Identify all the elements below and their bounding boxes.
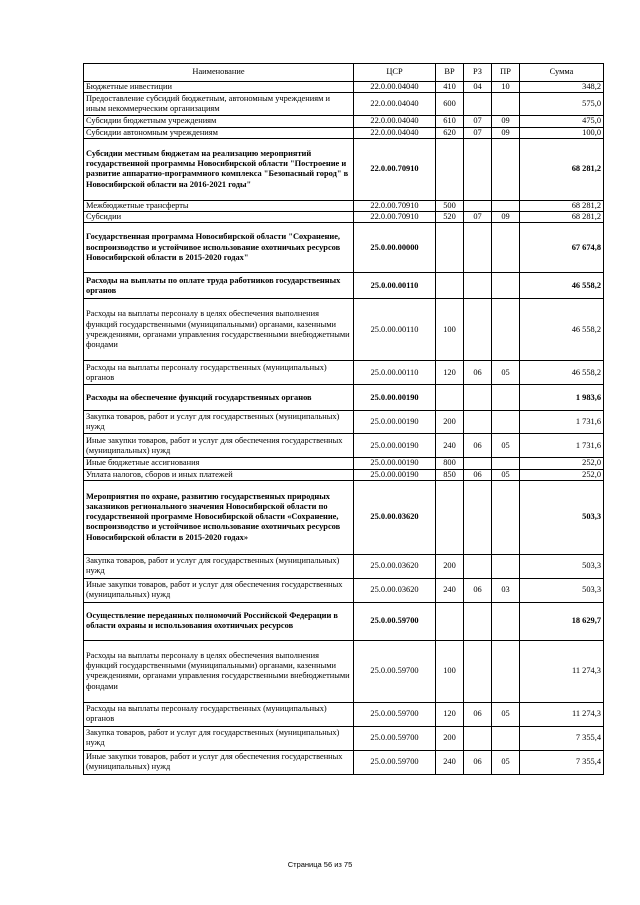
row-pr: 10 (492, 82, 520, 93)
row-rz: 07 (464, 116, 492, 127)
table-row (84, 273, 604, 299)
table-row (84, 299, 604, 361)
row-csr: 22.0.00.04040 (354, 82, 436, 93)
row-vr: 200 (436, 411, 464, 434)
row-csr: 25.0.00.00190 (354, 411, 436, 434)
row-pr (492, 385, 520, 411)
row-rz (464, 138, 492, 200)
row-rz (464, 200, 492, 211)
row-sum: 67 674,8 (520, 223, 604, 273)
row-rz: 07 (464, 212, 492, 223)
row-pr: 05 (492, 434, 520, 458)
row-pr (492, 273, 520, 299)
page-number: Страница 56 из 75 (287, 860, 353, 869)
table-row (84, 411, 604, 434)
row-pr (492, 299, 520, 361)
row-csr: 22.0.00.70910 (354, 138, 436, 200)
row-rz (464, 223, 492, 273)
row-csr: 25.0.00.00190 (354, 458, 436, 469)
table-row (84, 578, 604, 602)
row-name: Уплата налогов, сборов и иных платежей (84, 469, 354, 480)
row-rz: 06 (464, 361, 492, 385)
row-vr: 520 (436, 212, 464, 223)
row-csr: 22.0.00.70910 (354, 212, 436, 223)
table-row (84, 82, 604, 93)
row-name: Расходы на выплаты персоналу государственных (муниципальных) органов (84, 702, 354, 726)
table-row (84, 469, 604, 480)
row-sum: 503,3 (520, 480, 604, 554)
row-sum: 252,0 (520, 469, 604, 480)
row-name: Иные бюджетные ассигнования (84, 458, 354, 469)
row-rz (464, 726, 492, 750)
row-vr: 240 (436, 434, 464, 458)
header-sum: Сумма (520, 64, 604, 82)
table-row (84, 702, 604, 726)
row-rz (464, 93, 492, 116)
row-vr: 200 (436, 726, 464, 750)
row-vr (436, 602, 464, 640)
table-row (84, 138, 604, 200)
row-vr: 100 (436, 299, 464, 361)
row-vr: 240 (436, 750, 464, 774)
row-vr: 500 (436, 200, 464, 211)
row-vr: 620 (436, 127, 464, 138)
row-vr: 600 (436, 93, 464, 116)
row-name: Государственная программа Новосибирской области "Сохранение, воспроизводство и устойчивое использование охотничьих ресурсов Новосибирской области в 2015-2020 годах" (84, 223, 354, 273)
row-name: Иные закупки товаров, работ и услуг для обеспечения государственных (муниципальных) нужд (84, 434, 354, 458)
table-body (84, 82, 604, 775)
row-rz: 06 (464, 750, 492, 774)
row-sum: 475,0 (520, 116, 604, 127)
budget-table (83, 63, 604, 775)
row-pr: 09 (492, 127, 520, 138)
row-sum: 11 274,3 (520, 702, 604, 726)
row-pr (492, 640, 520, 702)
row-vr: 610 (436, 116, 464, 127)
row-name: Мероприятия по охране, развитию государственных природных заказников регионального значения Новосибирской области по государственной программе Новосибирской области «Сохранение, воспроизводство и устойчивое использование охотничьих ресурсов Новосибирской области в 2015-2020 годах» (84, 480, 354, 554)
table-row (84, 640, 604, 702)
row-name: Расходы на выплаты персоналу в целях обеспечения выполнения функций государственными (муниципальными) органами, казенными учреждениями, органами управления государственными внебюджетными фондами (84, 299, 354, 361)
table-row (84, 602, 604, 640)
row-rz (464, 602, 492, 640)
row-sum: 46 558,2 (520, 273, 604, 299)
row-pr (492, 200, 520, 211)
row-sum: 1 731,6 (520, 434, 604, 458)
row-vr: 200 (436, 554, 464, 578)
row-name: Расходы на выплаты персоналу в целях обеспечения выполнения функций государственными (муниципальными) органами, казенными учреждениями, органами управления государственными внебюджетными фондами (84, 640, 354, 702)
row-rz: 06 (464, 702, 492, 726)
row-name: Расходы на обеспечение функций государственных органов (84, 385, 354, 411)
row-sum: 252,0 (520, 458, 604, 469)
row-vr (436, 223, 464, 273)
row-rz (464, 411, 492, 434)
row-pr: 09 (492, 116, 520, 127)
header-name: Наименование (84, 64, 354, 82)
row-sum: 18 629,7 (520, 602, 604, 640)
row-rz (464, 299, 492, 361)
row-csr: 25.0.00.59700 (354, 750, 436, 774)
row-csr: 22.0.00.04040 (354, 93, 436, 116)
row-sum: 46 558,2 (520, 299, 604, 361)
row-vr: 240 (436, 578, 464, 602)
row-sum: 46 558,2 (520, 361, 604, 385)
row-csr: 25.0.00.03620 (354, 554, 436, 578)
table-row (84, 434, 604, 458)
row-sum: 68 281,2 (520, 212, 604, 223)
row-rz (464, 480, 492, 554)
row-csr: 25.0.00.03620 (354, 578, 436, 602)
row-sum: 100,0 (520, 127, 604, 138)
row-name: Субсидии (84, 212, 354, 223)
row-csr: 22.0.00.70910 (354, 200, 436, 211)
row-vr: 850 (436, 469, 464, 480)
row-csr: 22.0.00.04040 (354, 116, 436, 127)
table-row (84, 223, 604, 273)
row-sum: 503,3 (520, 578, 604, 602)
row-name: Осуществление переданных полномочий Российской Федерации в области охраны и использования охотничьих ресурсов (84, 602, 354, 640)
table-row (84, 93, 604, 116)
row-name: Расходы на выплаты по оплате труда работников государственных органов (84, 273, 354, 299)
row-pr (492, 411, 520, 434)
row-vr (436, 138, 464, 200)
row-sum: 348,2 (520, 82, 604, 93)
row-name: Предоставление субсидий бюджетным, автономным учреждениям и иным некоммерческим организациям (84, 93, 354, 116)
row-csr: 25.0.00.59700 (354, 602, 436, 640)
row-sum: 68 281,2 (520, 138, 604, 200)
row-csr: 25.0.00.00110 (354, 299, 436, 361)
row-rz: 04 (464, 82, 492, 93)
table-row (84, 200, 604, 211)
table-row (84, 212, 604, 223)
row-vr: 410 (436, 82, 464, 93)
row-vr (436, 480, 464, 554)
row-vr: 120 (436, 702, 464, 726)
row-sum: 7 355,4 (520, 750, 604, 774)
row-rz (464, 273, 492, 299)
row-pr (492, 726, 520, 750)
row-pr: 05 (492, 361, 520, 385)
row-rz: 06 (464, 434, 492, 458)
row-name: Субсидии автономным учреждениям (84, 127, 354, 138)
row-vr (436, 385, 464, 411)
header-rz: РЗ (464, 64, 492, 82)
row-rz (464, 385, 492, 411)
row-vr: 100 (436, 640, 464, 702)
row-sum: 575,0 (520, 93, 604, 116)
row-pr (492, 480, 520, 554)
row-name: Иные закупки товаров, работ и услуг для обеспечения государственных (муниципальных) нужд (84, 750, 354, 774)
row-sum: 1 983,6 (520, 385, 604, 411)
row-csr: 22.0.00.04040 (354, 127, 436, 138)
table-row (84, 480, 604, 554)
row-csr: 25.0.00.00000 (354, 223, 436, 273)
row-csr: 25.0.00.59700 (354, 702, 436, 726)
table-header-row (84, 64, 604, 82)
row-sum: 68 281,2 (520, 200, 604, 211)
header-vr: ВР (436, 64, 464, 82)
row-rz (464, 554, 492, 578)
table-row (84, 385, 604, 411)
row-csr: 25.0.00.00190 (354, 385, 436, 411)
row-sum: 11 274,3 (520, 640, 604, 702)
row-name: Закупка товаров, работ и услуг для государственных (муниципальных) нужд (84, 554, 354, 578)
row-pr (492, 458, 520, 469)
row-csr: 25.0.00.00190 (354, 434, 436, 458)
table-row (84, 554, 604, 578)
row-pr (492, 223, 520, 273)
table-row (84, 458, 604, 469)
table-row (84, 116, 604, 127)
row-vr: 800 (436, 458, 464, 469)
row-name: Иные закупки товаров, работ и услуг для обеспечения государственных (муниципальных) нужд (84, 578, 354, 602)
row-rz (464, 458, 492, 469)
row-name: Закупка товаров, работ и услуг для государственных (муниципальных) нужд (84, 411, 354, 434)
row-name: Закупка товаров, работ и услуг для государственных (муниципальных) нужд (84, 726, 354, 750)
row-vr (436, 273, 464, 299)
row-rz (464, 640, 492, 702)
row-sum: 7 355,4 (520, 726, 604, 750)
row-rz: 06 (464, 469, 492, 480)
row-pr: 09 (492, 212, 520, 223)
row-vr: 120 (436, 361, 464, 385)
row-pr: 05 (492, 750, 520, 774)
row-rz: 07 (464, 127, 492, 138)
table-row (84, 750, 604, 774)
row-csr: 25.0.00.59700 (354, 640, 436, 702)
row-csr: 25.0.00.00110 (354, 361, 436, 385)
row-pr: 05 (492, 469, 520, 480)
row-pr (492, 602, 520, 640)
header-csr: ЦСР (354, 64, 436, 82)
row-sum: 1 731,6 (520, 411, 604, 434)
row-csr: 25.0.00.59700 (354, 726, 436, 750)
table-row (84, 361, 604, 385)
row-csr: 25.0.00.00190 (354, 469, 436, 480)
row-pr (492, 138, 520, 200)
table-row (84, 127, 604, 138)
row-pr: 05 (492, 702, 520, 726)
row-name: Субсидии местным бюджетам на реализацию мероприятий государственной программы Новосибирской области "Построение и развитие аппаратно-программного комплекса "Безопасный город" в Новосибирской области на 2016-2021 годы" (84, 138, 354, 200)
row-csr: 25.0.00.00110 (354, 273, 436, 299)
row-rz: 06 (464, 578, 492, 602)
row-pr (492, 554, 520, 578)
row-sum: 503,3 (520, 554, 604, 578)
row-name: Расходы на выплаты персоналу государственных (муниципальных) органов (84, 361, 354, 385)
row-csr: 25.0.00.03620 (354, 480, 436, 554)
row-name: Субсидии бюджетным учреждениям (84, 116, 354, 127)
row-pr (492, 93, 520, 116)
header-pr: ПР (492, 64, 520, 82)
row-pr: 03 (492, 578, 520, 602)
row-name: Бюджетные инвестиции (84, 82, 354, 93)
table-row (84, 726, 604, 750)
row-name: Межбюджетные трансферты (84, 200, 354, 211)
